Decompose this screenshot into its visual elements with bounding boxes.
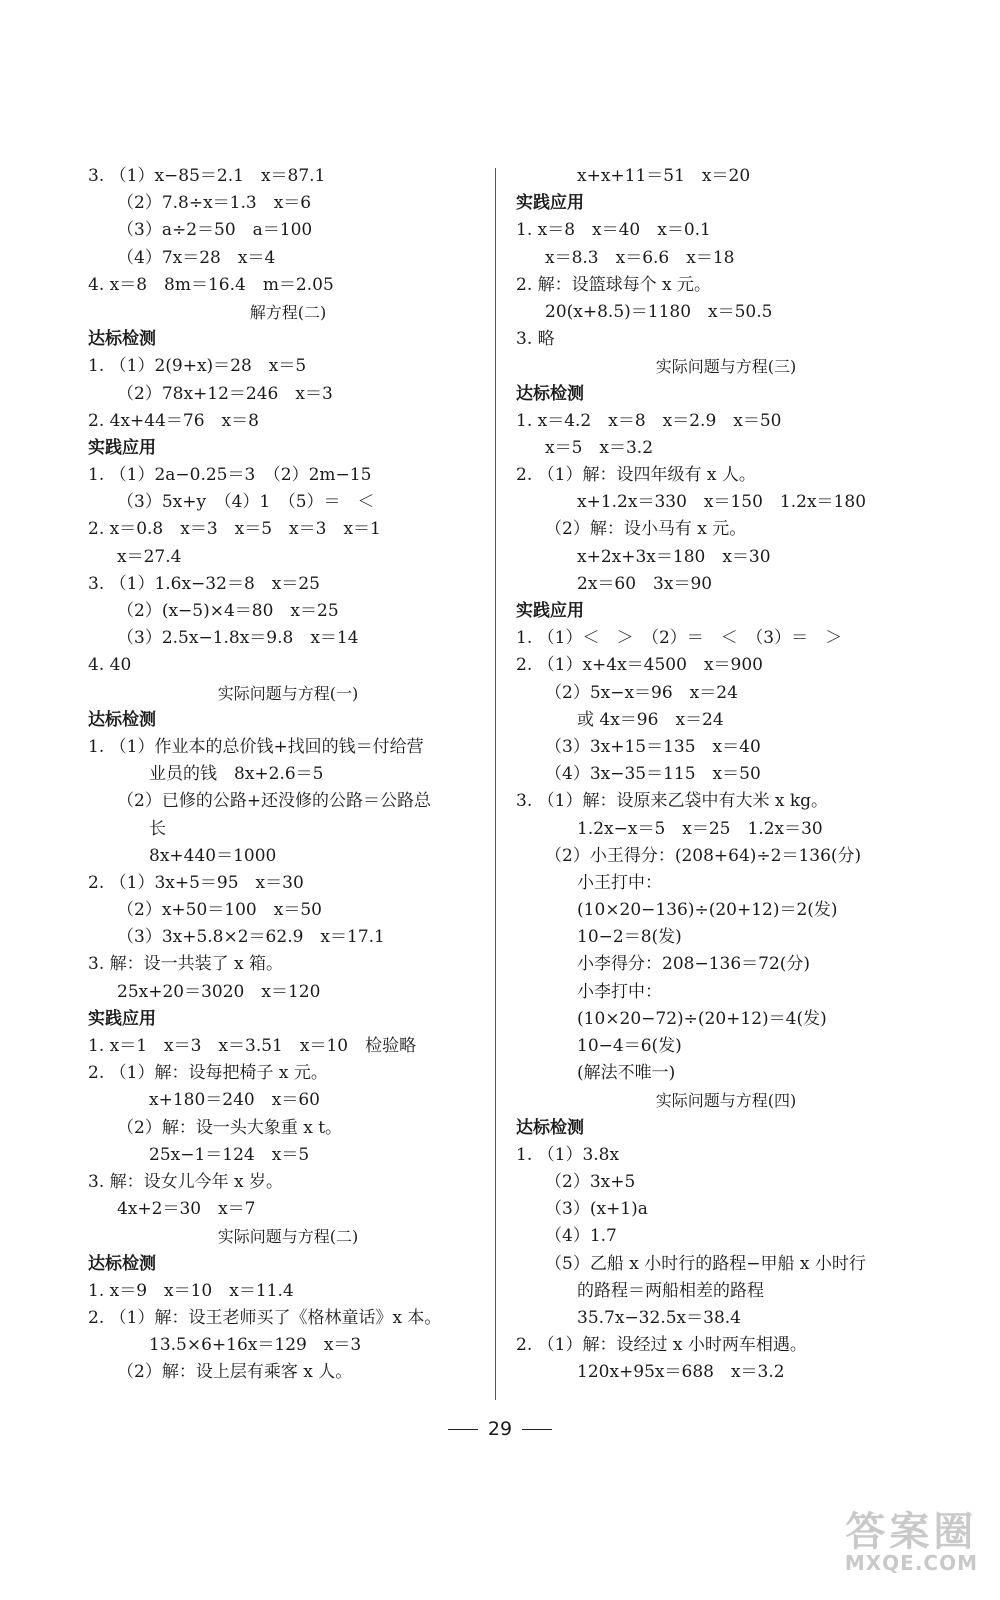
answer-line: 2. （1）解：设每把椅子 x 元。 xyxy=(88,1063,328,1084)
column-divider xyxy=(495,168,496,1400)
answer-line: （3）3x+15＝135 x＝40 xyxy=(545,736,761,757)
answer-line: x+2x+3x＝180 x＝30 xyxy=(577,546,771,567)
answer-line: 或 4x＝96 x＝24 xyxy=(577,709,724,730)
answer-line: 2. （1）解：设四年级有 x 人。 xyxy=(516,465,756,486)
answer-line: 3. 略 xyxy=(516,329,555,350)
answer-line: （3）5x+y （4）1 （5）＝ ＜ xyxy=(117,492,375,513)
answer-line: x＝5 x＝3.2 xyxy=(545,437,654,458)
answer-line: 4. 40 xyxy=(88,655,132,676)
answer-line: (10×20−72)÷(20+12)＝4(发) xyxy=(577,1008,827,1029)
answer-line: 10−2＝8(发) xyxy=(577,927,682,948)
answer-line: 长 xyxy=(149,818,166,839)
answer-line: (10×20−136)÷(20+12)＝2(发) xyxy=(577,900,838,921)
answer-line: 1. x＝1 x＝3 x＝3.51 x＝10 检验略 xyxy=(88,1036,417,1056)
answer-line: （5）乙船 x 小时行的路程−甲船 x 小时行 xyxy=(545,1253,866,1274)
answer-line: 3. （1）x−85＝2.1 x＝87.1 xyxy=(88,166,326,186)
section-heading: 实践应用 xyxy=(516,193,584,214)
answer-line: 2. 解：设篮球每个 x 元。 xyxy=(516,274,712,295)
answer-line: 1. x＝8 x＝40 x＝0.1 xyxy=(516,220,711,241)
answer-line: 1. x＝4.2 x＝8 x＝2.9 x＝50 xyxy=(516,410,782,431)
answer-line: （2）已修的公路+还没修的公路＝公路总 xyxy=(117,791,432,812)
page-number-text: 29 xyxy=(487,1418,513,1440)
answer-line: 业员的钱 8x+2.6＝5 xyxy=(149,764,324,785)
answer-line: 35.7x−32.5x＝38.4 xyxy=(577,1307,741,1328)
answer-line: （3）(x+1)a xyxy=(545,1199,648,1220)
answer-line: （2）5x−x＝96 x＝24 xyxy=(545,682,738,703)
answer-line: （2）7.8÷x＝1.3 x＝6 xyxy=(117,193,312,214)
answer-line: （3）2.5x−1.8x＝9.8 x＝14 xyxy=(117,628,359,649)
answer-line: （4）3x−35＝115 x＝50 xyxy=(545,764,761,785)
answer-line: （2）小王得分：(208+64)÷2＝136(分) xyxy=(545,845,862,866)
answer-line: （2）78x+12＝246 x＝3 xyxy=(117,383,333,404)
answer-line: x+180＝240 x＝60 xyxy=(149,1090,320,1111)
answer-line: （4）1.7 xyxy=(545,1226,617,1247)
answer-line: 10−4＝6(发) xyxy=(577,1036,682,1056)
answer-line: x+1.2x＝330 x＝150 1.2x＝180 xyxy=(577,492,867,513)
answer-line: 1. （1）3.8x xyxy=(516,1144,620,1165)
watermark-line2: MXQE.COM xyxy=(844,1551,978,1575)
watermark-logo xyxy=(845,1511,978,1574)
answer-line: 120x+95x＝688 x＝3.2 xyxy=(577,1362,785,1383)
answer-line: 1. （1）＜ ＞ （2）＝ ＜ （3）＝ ＞ xyxy=(516,628,843,649)
answer-line: 小王打中： xyxy=(577,872,662,893)
answer-line: 25x+20＝3020 x＝120 xyxy=(117,981,321,1002)
page-number xyxy=(0,1418,1000,1440)
section-heading: 实践应用 xyxy=(88,1008,156,1029)
lesson-title: 解方程(二) xyxy=(249,302,327,322)
answer-line: 2. x＝0.8 x＝3 x＝5 x＝3 x＝1 xyxy=(88,519,381,540)
answer-line: 25x−1＝124 x＝5 xyxy=(149,1144,310,1165)
right-column xyxy=(516,163,936,1386)
answer-line: 2. （1）解：设经过 x 小时两车相遇。 xyxy=(516,1335,807,1356)
answer-line: 3. （1）1.6x−32＝8 x＝25 xyxy=(88,573,320,594)
answer-line: （2）x+50＝100 x＝50 xyxy=(117,900,322,921)
answer-line: 2. （1）3x+5＝95 x＝30 xyxy=(88,872,304,893)
section-heading: 实践应用 xyxy=(516,601,584,621)
answer-line: 2. （1）解：设王老师买了《格林童话》x 本。 xyxy=(88,1307,442,1328)
section-heading: 实践应用 xyxy=(88,437,156,458)
section-heading: 达标检测 xyxy=(516,383,584,404)
answer-line: （4）7x＝28 x＝4 xyxy=(117,247,276,268)
lesson-title: 实际问题与方程(二) xyxy=(217,1227,359,1247)
answer-line: 1.2x−x＝5 x＝25 1.2x＝30 xyxy=(577,818,823,839)
section-heading: 达标检测 xyxy=(88,709,156,730)
section-heading: 达标检测 xyxy=(88,1253,156,1274)
answer-line: （2）3x+5 xyxy=(545,1171,636,1192)
answer-line: 3. （1）解：设原来乙袋中有大米 x kg。 xyxy=(516,791,829,812)
answer-line: 1. （1）2(9+x)＝28 x＝5 xyxy=(88,356,307,377)
answer-line: 4x+2＝30 x＝7 xyxy=(117,1199,256,1220)
answer-line: 20(x+8.5)＝1180 x＝50.5 xyxy=(545,301,773,322)
answer-line: 8x+440＝1000 xyxy=(149,845,277,866)
answer-line: 13.5×6+16x＝129 x＝3 xyxy=(149,1335,362,1356)
lesson-title: 实际问题与方程(三) xyxy=(655,357,797,377)
answer-line: 1. （1）作业本的总价钱+找回的钱＝付给营 xyxy=(88,736,424,757)
answer-line: 3. 解：设一共装了 x 箱。 xyxy=(88,954,284,975)
section-heading: 达标检测 xyxy=(88,329,156,350)
answer-line: （3）a÷2＝50 a＝100 xyxy=(117,220,313,241)
lesson-title: 实际问题与方程(四) xyxy=(655,1091,797,1111)
answer-line: 2. （1）x+4x＝4500 x＝900 xyxy=(516,655,763,676)
watermark-line1: 答案圈 xyxy=(845,1509,978,1555)
answer-line: x＝8.3 x＝6.6 x＝18 xyxy=(545,247,735,268)
answer-line: 3. 解：设女儿今年 x 岁。 xyxy=(88,1171,284,1192)
answer-line: （3）3x+5.8×2＝62.9 x＝17.1 xyxy=(117,927,385,948)
answer-line: （2）解：设一头大象重 x t。 xyxy=(117,1117,343,1138)
page-number-dash-left xyxy=(448,1429,478,1430)
answer-line: x＝27.4 xyxy=(117,546,182,567)
answer-line: （2）解：设小马有 x 元。 xyxy=(545,519,747,540)
answer-line: 的路程＝两船相差的路程 xyxy=(577,1280,764,1301)
lesson-title: 实际问题与方程(一) xyxy=(217,683,359,703)
answer-line: 2. 4x+44＝76 x＝8 xyxy=(88,410,259,431)
answer-line: 小李打中： xyxy=(577,981,662,1002)
left-column xyxy=(88,163,488,1386)
section-heading: 达标检测 xyxy=(516,1117,584,1138)
answer-line: (解法不唯一) xyxy=(577,1063,676,1084)
answer-line: 2x＝60 3x＝90 xyxy=(577,573,713,594)
answer-line: 1. x＝9 x＝10 x＝11.4 xyxy=(88,1280,294,1301)
answer-line: （2）(x−5)×4＝80 x＝25 xyxy=(117,601,339,621)
answer-line: 4. x＝8 8m＝16.4 m＝2.05 xyxy=(88,274,334,295)
answer-line: x+x+11＝51 x＝20 xyxy=(577,166,751,186)
answer-line: （2）解：设上层有乘客 x 人。 xyxy=(117,1362,353,1383)
page-number-dash-right xyxy=(522,1429,552,1430)
answer-line: 小李得分：208−136＝72(分) xyxy=(577,954,811,975)
answer-line: 1. （1）2a−0.25＝3 （2）2m−15 xyxy=(88,465,372,486)
